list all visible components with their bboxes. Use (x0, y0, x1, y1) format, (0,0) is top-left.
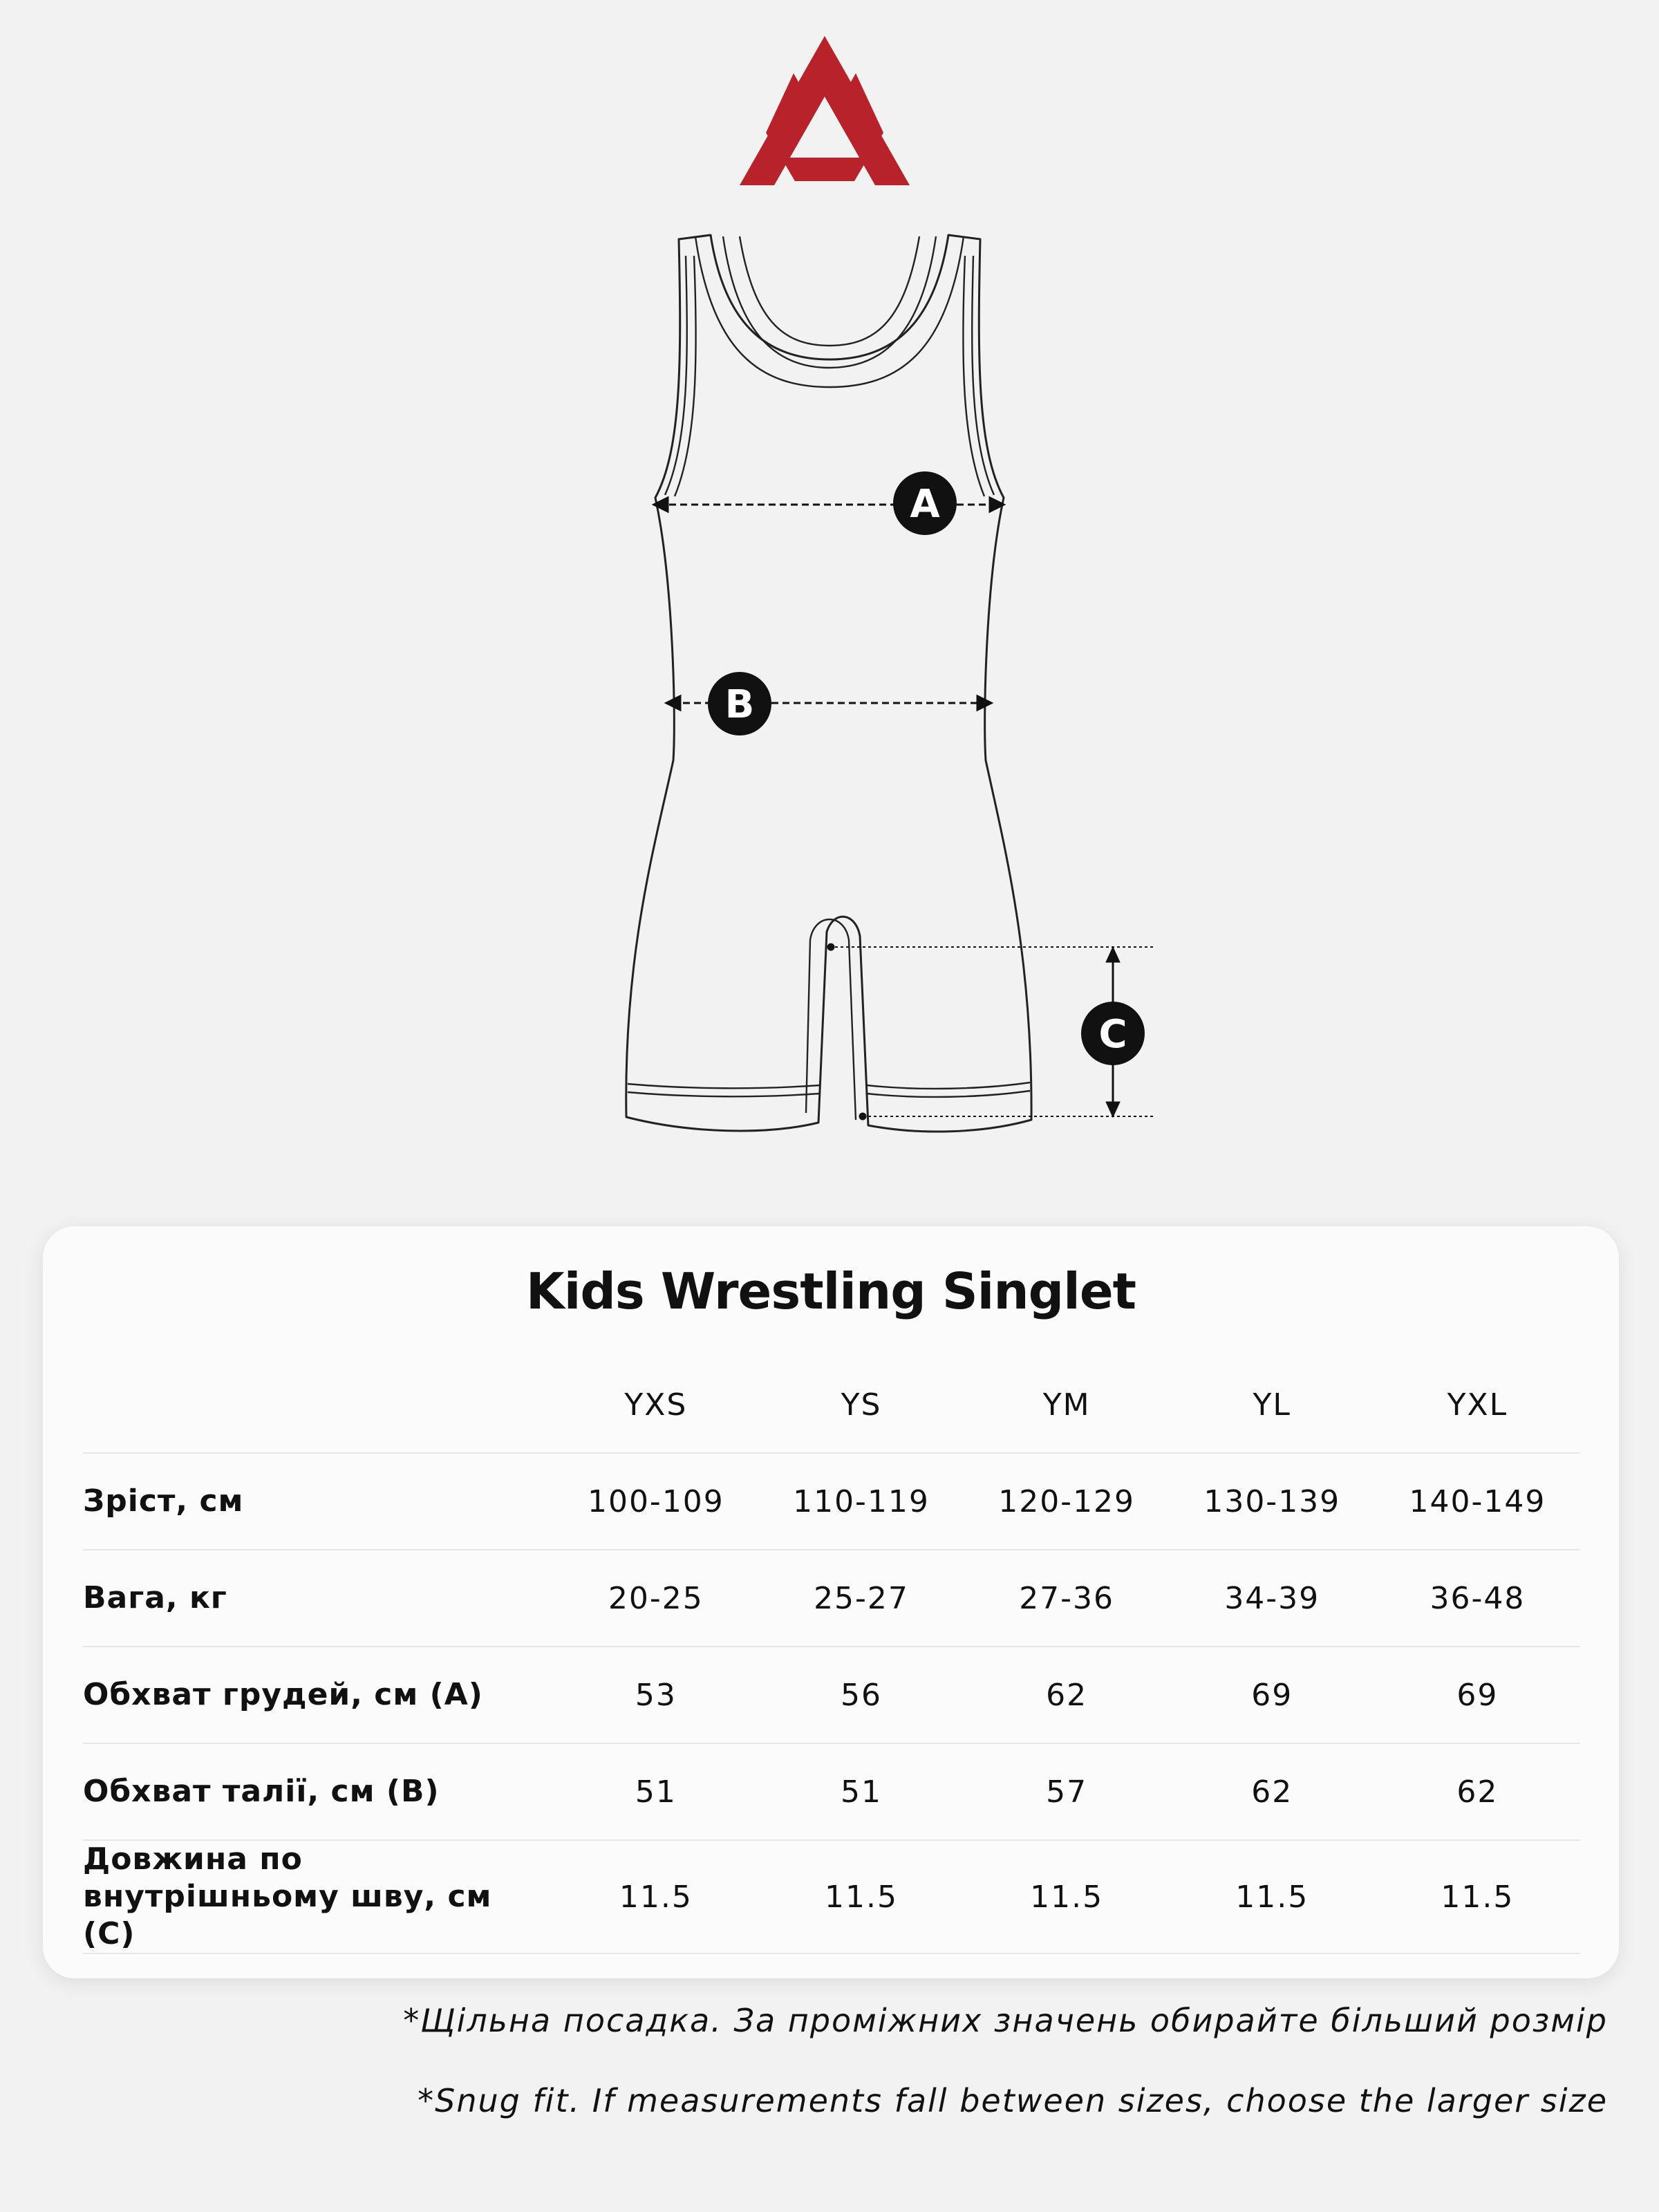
marker-c-label: C (1098, 1012, 1127, 1057)
marker-c-badge (1081, 1002, 1145, 1065)
row-label: Обхват грудей, см (A) (83, 1647, 553, 1743)
table-cell: 34-39 (1170, 1550, 1375, 1647)
table-cell: 51 (553, 1743, 758, 1840)
table-cell: 11.5 (1170, 1840, 1375, 1953)
table-cell: 120-129 (964, 1453, 1170, 1550)
table-header-row (83, 1358, 1580, 1453)
column-header: YL (1170, 1358, 1375, 1453)
size-chart-title: Kids Wrestling Singlet (525, 1262, 1136, 1320)
table-cell: 53 (553, 1647, 758, 1743)
table-cell: 36-48 (1375, 1550, 1580, 1647)
marker-a-label: A (910, 482, 940, 527)
row-label: Вага, кг (83, 1550, 553, 1647)
table-cell: 62 (1170, 1743, 1375, 1840)
marker-b-badge (708, 672, 771, 735)
table-row (83, 1647, 1580, 1743)
table-cell: 51 (758, 1743, 964, 1840)
table-cell: 140-149 (1375, 1453, 1580, 1550)
marker-a-badge (893, 471, 957, 535)
size-chart-card (43, 1226, 1619, 1978)
table-row (83, 1453, 1580, 1550)
table-cell: 11.5 (1375, 1840, 1580, 1953)
table-cell: 27-36 (964, 1550, 1170, 1647)
table-cell: 57 (964, 1743, 1170, 1840)
row-label: Зріст, см (83, 1453, 553, 1550)
column-header: YM (964, 1358, 1170, 1453)
table-cell: 62 (1375, 1743, 1580, 1840)
table-cell: 69 (1170, 1647, 1375, 1743)
table-cell: 11.5 (964, 1840, 1170, 1953)
table-cell: 62 (964, 1647, 1170, 1743)
table-cell: 100-109 (553, 1453, 758, 1550)
singlet-diagram (0, 221, 1659, 1147)
table-row (83, 1550, 1580, 1647)
table-cell: 11.5 (758, 1840, 964, 1953)
header-empty-cell (83, 1358, 553, 1453)
fit-note-ua: *Щільна посадка. За проміжних значень обирайте більший розмір (403, 2002, 1608, 2039)
column-header: YS (758, 1358, 964, 1453)
table-cell: 110-119 (758, 1453, 964, 1550)
table-cell: 20-25 (553, 1550, 758, 1647)
table-row (83, 1840, 1580, 1953)
table-cell: 130-139 (1170, 1453, 1375, 1550)
brand-logo-icon (740, 36, 910, 185)
table-cell: 69 (1375, 1647, 1580, 1743)
row-label: Довжина по внутрішньому шву, см (C) (83, 1840, 553, 1953)
fit-note-en: *Snug fit. If measurements fall between sizes, choose the larger size (418, 2082, 1608, 2119)
table-cell: 56 (758, 1647, 964, 1743)
column-header: YXS (553, 1358, 758, 1453)
row-label: Обхват талії, см (B) (83, 1743, 553, 1840)
column-header: YXL (1375, 1358, 1580, 1453)
table-cell: 25-27 (758, 1550, 964, 1647)
table-row (83, 1743, 1580, 1840)
marker-b-label: B (724, 682, 755, 727)
size-table (83, 1358, 1580, 1954)
table-cell: 11.5 (553, 1840, 758, 1953)
